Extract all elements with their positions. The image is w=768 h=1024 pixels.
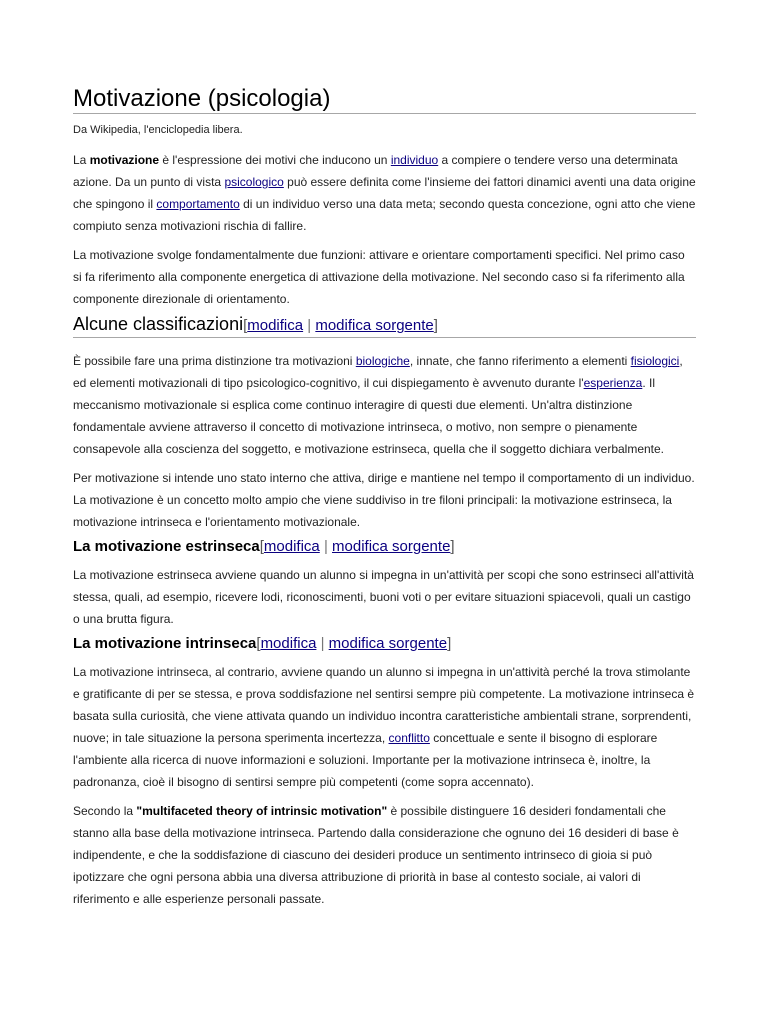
text: È possibile fare una prima distinzione tra motivazioni bbox=[73, 354, 356, 368]
text: . Il meccanismo motivazionale si esplica come continuo interagire di questi due elementi. Un'altra distinzione fondamentale avviene attraverso il concetto di motivazione intrinseca, o motivo, non sempre o pienamente consapevole alla coscienza del soggetto, e motivazione estrinseca, quella che il soggetto dichiara verbalmente. bbox=[73, 376, 665, 456]
link-conflitto[interactable]: conflitto bbox=[388, 731, 430, 745]
paragraph-intrinseca bbox=[73, 661, 696, 793]
paragraph-intro bbox=[73, 149, 696, 237]
link-comportamento[interactable]: comportamento bbox=[156, 197, 240, 211]
edit-link[interactable]: modifica bbox=[247, 317, 304, 334]
text: concettuale e sente il bisogno di esplorare l'ambiente alla ricerca di nuove informazioni e soluzioni. Importante per la motivazione intrinseca è, inoltre, la padronanza, cioè il bisogno di sentirsi sempre più competenti (come sopra accennato). bbox=[73, 731, 658, 789]
link-psicologico[interactable]: psicologico bbox=[224, 175, 284, 189]
section-title: Alcune classificazioni bbox=[73, 314, 244, 334]
bold-term-motivazione: motivazione bbox=[89, 153, 160, 167]
bracket-close: ] bbox=[433, 317, 438, 334]
bracket-open: [ bbox=[256, 635, 261, 652]
paragraph-funzioni: La motivazione svolge fondamentalmente due funzioni: attivare e orientare comportamenti specifici. Nel primo caso si fa riferimento alla componente energetica di attivazione della motivazione. Nel secondo caso si fa riferimento alla componente direzionale di orientamento. bbox=[73, 248, 685, 306]
edit-link[interactable]: modifica bbox=[260, 635, 317, 652]
edit-section-links bbox=[260, 538, 455, 555]
paragraph-distinzione bbox=[73, 350, 696, 460]
separator: | bbox=[319, 538, 333, 555]
section-title: La motivazione estrinseca bbox=[73, 538, 260, 555]
paragraph-estrinseca: La motivazione estrinseca avviene quando un alunno si impegna in un'attività per scopi che sono estrinseci all'attività stessa, quali, ad esempio, ricevere lodi, riconoscimenti, buoni voti o per evitare situazioni spiacevoli, quali un castigo o una brutta figura. bbox=[73, 568, 694, 626]
text: La bbox=[73, 153, 90, 167]
edit-section-links bbox=[243, 317, 438, 334]
edit-source-link[interactable]: modifica sorgente bbox=[315, 317, 434, 334]
bracket-close: ] bbox=[447, 635, 452, 652]
section-title: La motivazione intrinseca bbox=[73, 635, 257, 652]
text: La motivazione intrinseca, al contrario, avviene quando un alunno si impegna in un'attività perché la trova stimolante e gratificante di per se stessa, e prova soddisfazione nel sentirsi sempre più competente. La motivazione intrinseca è basata sulla curiosità, che viene attivata quando un individuo incontra caratteristiche ambientali strane, sorprendenti, nuove; in tale situazione la persona sperimenta incertezza, bbox=[73, 665, 694, 745]
edit-source-link[interactable]: modifica sorgente bbox=[332, 538, 451, 555]
section-heading-estrinseca bbox=[73, 536, 696, 558]
link-biologiche[interactable]: biologiche bbox=[355, 354, 410, 368]
bracket-open: [ bbox=[259, 538, 264, 555]
text: è possibile distinguere 16 desideri fondamentali che stanno alla base della motivazione intrinseca. Partendo dalla considerazione che ognuno dei 16 desideri di base è indipendente, e che la soddisfazione di ciascuno dei desideri produce un sentimento intrinseco di gioia si può ipotizzare che ogni persona abbia una diversa attribuzione di priorità in base al contesto sociale, ai valori di riferimento e alle esperienze personali passate. bbox=[73, 804, 679, 906]
text: è l'espressione dei motivi che inducono un bbox=[159, 153, 391, 167]
section-heading-classificazioni bbox=[73, 313, 696, 338]
paragraph-multifaceted-theory bbox=[73, 800, 696, 910]
site-tagline: Da Wikipedia, l'enciclopedia libera. bbox=[73, 124, 243, 136]
edit-link[interactable]: modifica bbox=[263, 538, 320, 555]
text: a compiere o tendere verso una determinata azione. Da un punto di vista bbox=[73, 153, 678, 189]
link-esperienza[interactable]: esperienza bbox=[583, 376, 643, 390]
edit-section-links bbox=[256, 635, 451, 652]
paragraph-definizione: Per motivazione si intende uno stato interno che attiva, dirige e mantiene nel tempo il comportamento di un individuo. La motivazione è un concetto molto ampio che viene suddiviso in tre filoni principali: la motivazione estrinseca, la motivazione intrinseca e l'orientamento motivazionale. bbox=[73, 471, 695, 529]
separator: | bbox=[316, 635, 329, 652]
article-content bbox=[73, 84, 696, 910]
separator: | bbox=[303, 317, 316, 334]
text: Secondo la bbox=[73, 804, 137, 818]
edit-source-link[interactable]: modifica sorgente bbox=[328, 635, 448, 652]
link-fisiologici[interactable]: fisiologici bbox=[630, 354, 680, 368]
bracket-open: [ bbox=[243, 317, 248, 334]
bracket-close: ] bbox=[450, 538, 455, 555]
page-title: Motivazione (psicologia) bbox=[73, 84, 696, 114]
text: , innate, che fanno riferimento a elementi bbox=[409, 354, 631, 368]
text: può essere definita come l'insieme dei fattori dinamici aventi una data origine che spingono il bbox=[73, 175, 696, 211]
text: , ed elementi motivazionali di tipo psicologico-cognitivo, il cui dispiegamento è avvenuto durante l' bbox=[73, 354, 683, 390]
section-heading-intrinseca bbox=[73, 633, 696, 655]
link-individuo[interactable]: individuo bbox=[390, 153, 439, 167]
text: di un individuo verso una data meta; secondo questa concezione, ogni atto che viene compiuto senza motivazioni rischia di fallire. bbox=[73, 197, 696, 233]
bold-theory-name: "multifaceted theory of intrinsic motivation" bbox=[136, 804, 388, 818]
